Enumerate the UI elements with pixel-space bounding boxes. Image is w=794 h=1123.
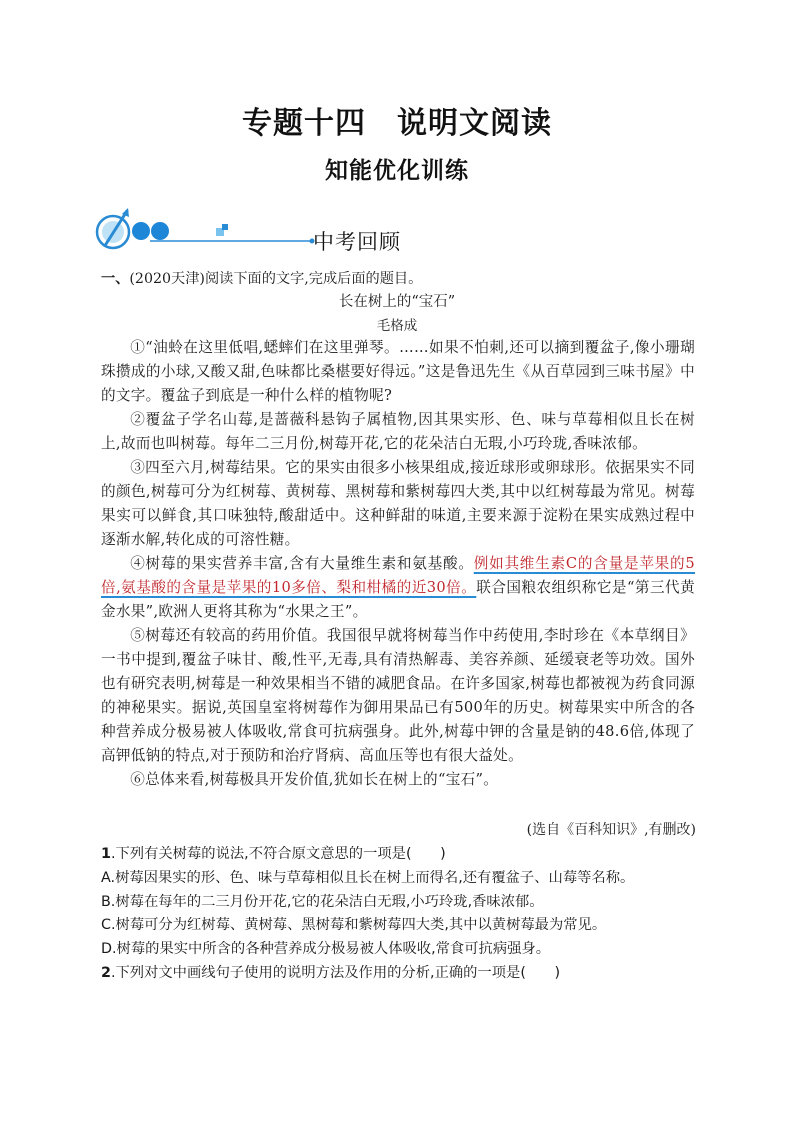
article-paragraph-4 — [101, 552, 695, 624]
question-1-option-c: C.树莓可分为红树莓、黄树莓、黑树莓和紫树莓四大类,其中以黄树莓最为常见。 — [101, 917, 607, 934]
article-body — [101, 336, 695, 792]
question-set-number: 一、 — [101, 271, 130, 287]
question-1-stem — [101, 843, 701, 867]
question-2-stem — [101, 962, 701, 986]
question-1-option-d: D.树莓的果实中所含的各种营养成分极易被人体吸收,常食可抗病强身。 — [101, 941, 551, 958]
paragraph-4-lead: ④树莓的果实营养丰富,含有大量维生素和氨基酸。 — [130, 555, 474, 572]
questions-block — [101, 843, 701, 986]
question-set-instruction: (2020天津)阅读下面的文字,完成后面的题目。 — [129, 271, 423, 287]
question-2-number: 2 — [101, 964, 111, 981]
article-source: (选自《百科知识》,有删改) — [526, 822, 696, 838]
question-1-text: .下列有关树莓的说法,不符合原文意思的一项是( ) — [110, 846, 446, 862]
question-2-text: .下列对文中画线句子使用的说明方法及作用的分析,正确的一项是( ) — [110, 964, 561, 981]
article-paragraph-3: ③四至六月,树莓结果。它的果实由很多小核果组成,接近球形或卵球形。依据果实不同的颜色,树莓可分为红树莓、黄树莓、黑树莓和紫树莓四大类,其中以红树莓最为常见。树莓果实可以鲜食,其口味独特,酸甜适中。这种鲜甜的味道,主要来源于淀粉在果实成熟过程中逐渐水解,转化成的可溶性糖。 — [101, 459, 695, 548]
article-title: 长在树上的“宝石” — [338, 294, 456, 310]
page-subtitle: 知能优化训练 — [325, 157, 469, 184]
article-author: 毛格成 — [376, 318, 418, 334]
article-paragraph-2: ②覆盆子学名山莓,是蔷薇科悬钩子属植物,因其果实形、色、味与草莓相似且长在树上,故而也叫树莓。每年二三月份,树莓开花,它的花朵洁白无瑕,小巧玲珑,香味浓郁。 — [101, 411, 695, 452]
paragraph-4-tail: 联合国粮农组织称它是“第三代黄金水果”,欧洲人更将其称为“水果之王”。 — [101, 579, 695, 620]
question-set-intro — [101, 268, 695, 292]
question-1-option-a: A.树莓因果实的形、色、味与草莓相似且长在树上而得名,还有覆盆子、山莓等名称。 — [101, 869, 635, 886]
article-paragraph-5: ⑤树莓还有较高的药用价值。我国很早就将树莓当作中药使用,李时珍在《本草纲目》一书中提到,覆盆子味甘、酸,性平,无毒,具有清热解毒、美容养颜、延缓衰老等功效。国外也有研究表明,树莓是一种效果相当不错的减肥食品。在许多国家,树莓也都被视为药食同源的神秘果实。据说,英国皇室将树莓作为御用果品已有500年的历史。树莓果实中所含的各种营养成分极易被人体吸收,常食可抗病强身。此外,树莓中钾的含量是钠的48.6倍,体现了高钾低钠的特点,对于预防和治疗肾病、高血压等也有很大益处。 — [101, 627, 695, 764]
article-paragraph-6: ⑥总体来看,树莓极具开发价值,犹如长在树上的“宝石”。 — [130, 771, 499, 788]
section-label: 中考回顾 — [313, 230, 401, 254]
article-paragraph-1: ①“油蛉在这里低唱,蟋蟀们在这里弹琴。……如果不怕刺,还可以摘到覆盆子,像小珊瑚珠攒成的小球,又酸又甜,色味都比桑椹要好得远。”这是鲁迅先生《从百草园到三味书屋》中的文字。覆盆子到底是一种什么样的植物呢? — [101, 339, 695, 404]
question-1-number: 1 — [101, 846, 111, 862]
page-title: 专题十四 说明文阅读 — [242, 106, 552, 141]
underlined-sentence: 例如其维生素C的含量是苹果的5倍,氨基酸的含量是苹果的10多倍、梨和柑橘的近30倍。 — [101, 555, 696, 596]
question-1-option-b: B.树莓在每年的二三月份开花,它的花朵洁白无瑕,小巧玲珑,香味浓郁。 — [101, 893, 544, 910]
